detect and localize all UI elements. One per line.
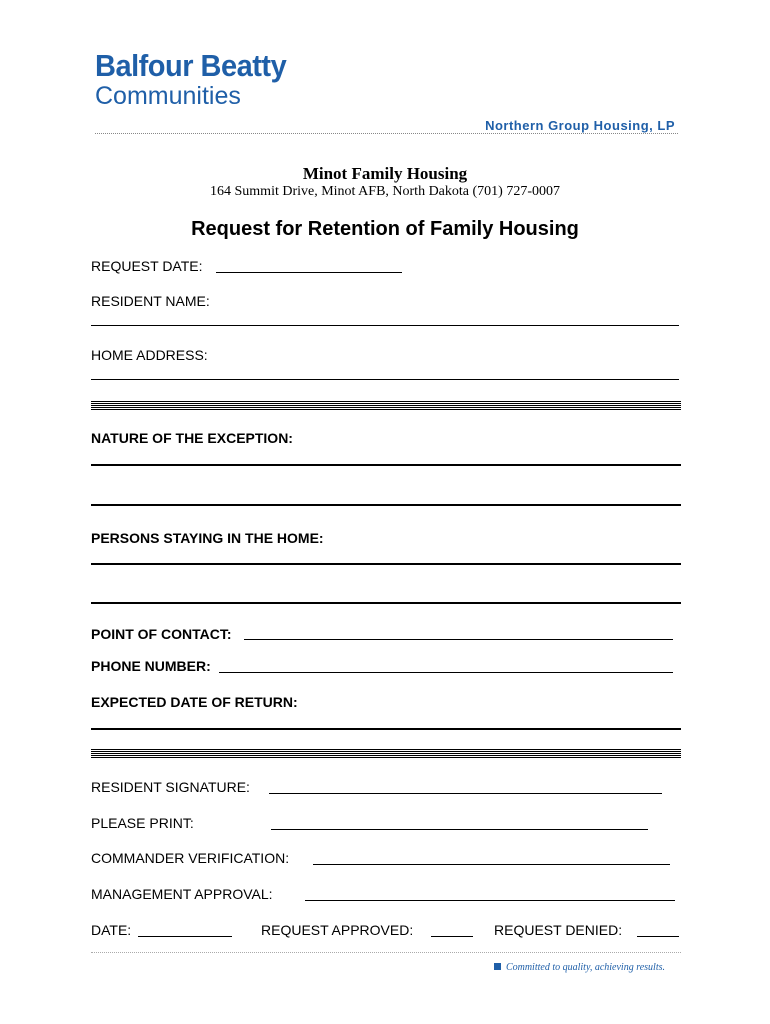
office-address: 164 Summit Drive, Minot AFB, North Dakota (701) 727-0007 xyxy=(210,184,560,199)
footer-tagline xyxy=(494,962,665,973)
resident-signature-label: RESIDENT SIGNATURE: xyxy=(91,779,250,795)
request-denied-label: REQUEST DENIED: xyxy=(494,922,623,938)
request-date-field[interactable] xyxy=(216,272,402,273)
persons-staying-field-1[interactable] xyxy=(91,563,681,565)
request-approved-label: REQUEST APPROVED: xyxy=(261,922,414,938)
footer-divider xyxy=(91,952,681,953)
home-address-label: HOME ADDRESS: xyxy=(91,347,208,363)
commander-verification-field[interactable] xyxy=(313,864,670,865)
commander-verification-label: COMMANDER VERIFICATION: xyxy=(91,850,290,866)
request-denied-field[interactable] xyxy=(637,936,679,937)
persons-staying-field-2[interactable] xyxy=(91,602,681,604)
phone-number-field[interactable] xyxy=(219,672,673,673)
expected-return-label: EXPECTED DATE OF RETURN: xyxy=(91,694,298,710)
nature-exception-label: NATURE OF THE EXCEPTION: xyxy=(91,430,293,446)
square-bullet-icon xyxy=(494,963,501,970)
phone-number-label: PHONE NUMBER: xyxy=(91,658,211,674)
resident-name-field[interactable] xyxy=(91,325,679,326)
header-divider xyxy=(95,133,678,134)
group-name: Northern Group Housing, LP xyxy=(485,118,675,133)
date-field[interactable] xyxy=(138,936,232,937)
resident-name-label: RESIDENT NAME: xyxy=(91,293,210,309)
resident-signature-field[interactable] xyxy=(269,793,662,794)
request-approved-field[interactable] xyxy=(431,936,473,937)
expected-return-field[interactable] xyxy=(91,728,681,730)
section-divider xyxy=(91,401,681,410)
footer-text: Committed to quality, achieving results. xyxy=(505,962,665,973)
nature-exception-field-2[interactable] xyxy=(91,504,681,506)
management-approval-label: MANAGEMENT APPROVAL: xyxy=(91,886,273,902)
persons-staying-label: PERSONS STAYING IN THE HOME: xyxy=(91,530,324,546)
management-approval-field[interactable] xyxy=(305,900,675,901)
please-print-field[interactable] xyxy=(271,829,648,830)
company-logo-name: Balfour Beatty xyxy=(95,50,287,84)
home-address-field[interactable] xyxy=(91,379,679,380)
form-title: Request for Retention of Family Housing xyxy=(191,218,579,240)
please-print-label: PLEASE PRINT: xyxy=(91,815,194,831)
request-date-label: REQUEST DATE: xyxy=(91,258,203,274)
office-name: Minot Family Housing xyxy=(302,164,468,183)
point-of-contact-label: POINT OF CONTACT: xyxy=(91,626,232,642)
company-logo-subname: Communities xyxy=(95,82,241,110)
date-label: DATE: xyxy=(91,922,132,938)
nature-exception-field-1[interactable] xyxy=(91,464,681,466)
point-of-contact-field[interactable] xyxy=(244,639,673,640)
section-divider xyxy=(91,749,681,758)
